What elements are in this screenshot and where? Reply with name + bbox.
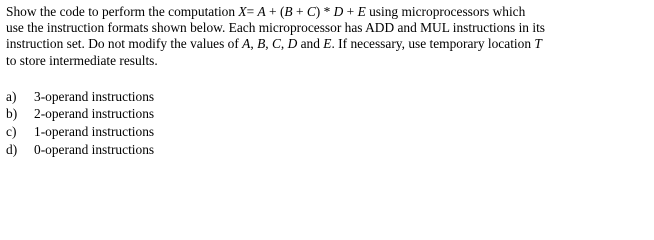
option-marker: b) xyxy=(6,106,18,122)
options-list xyxy=(6,88,650,158)
variable-e: E xyxy=(357,4,366,19)
list-item xyxy=(6,123,650,141)
variable-c: C xyxy=(271,36,281,52)
list-item xyxy=(6,105,650,123)
operator-text: ) * xyxy=(315,4,334,19)
option-text: 1-operand instructions xyxy=(34,124,155,139)
list-item xyxy=(6,88,650,106)
variable-b: B xyxy=(284,4,293,19)
variable-e: E xyxy=(323,36,332,52)
statement-text: instruction set. Do not modify the values of xyxy=(6,36,243,52)
option-text: 2-operand instructions xyxy=(34,106,155,122)
statement-line-1 xyxy=(6,4,650,20)
option-marker: a) xyxy=(6,88,17,104)
statement-line-4: to store intermediate results. xyxy=(6,52,158,68)
option-marker: d) xyxy=(6,141,18,157)
equals-sign: = xyxy=(246,4,258,19)
statement-text: . If necessary, use temporary location xyxy=(331,36,535,52)
statement-text: using microprocessors which xyxy=(365,4,526,19)
separator-text: , xyxy=(280,36,288,52)
variable-x: X xyxy=(238,4,247,19)
variable-b: B xyxy=(257,36,266,52)
option-text: 0-operand instructions xyxy=(34,141,155,157)
variable-t: T xyxy=(534,36,542,52)
problem-document xyxy=(6,4,650,158)
operator-text: + xyxy=(292,4,307,19)
option-marker: c) xyxy=(6,124,17,139)
variable-c: C xyxy=(306,4,316,19)
statement-line-2: use the instruction formats shown below. Each microprocessor has ADD and MUL instructions in its xyxy=(6,20,546,36)
separator-text: , xyxy=(250,36,258,52)
statement-text: Show the code to perform the computation xyxy=(6,4,239,19)
variable-a: A xyxy=(242,36,251,52)
problem-statement xyxy=(6,4,650,69)
variable-d: D xyxy=(287,36,298,52)
separator-text: and xyxy=(297,36,324,52)
option-text: 3-operand instructions xyxy=(34,88,155,104)
operator-text: + ( xyxy=(265,4,285,19)
operator-text: + xyxy=(343,4,358,19)
variable-d: D xyxy=(333,4,344,19)
statement-line-3 xyxy=(6,36,650,52)
variable-a: A xyxy=(257,4,266,19)
list-item xyxy=(6,141,650,159)
separator-text: , xyxy=(265,36,272,52)
